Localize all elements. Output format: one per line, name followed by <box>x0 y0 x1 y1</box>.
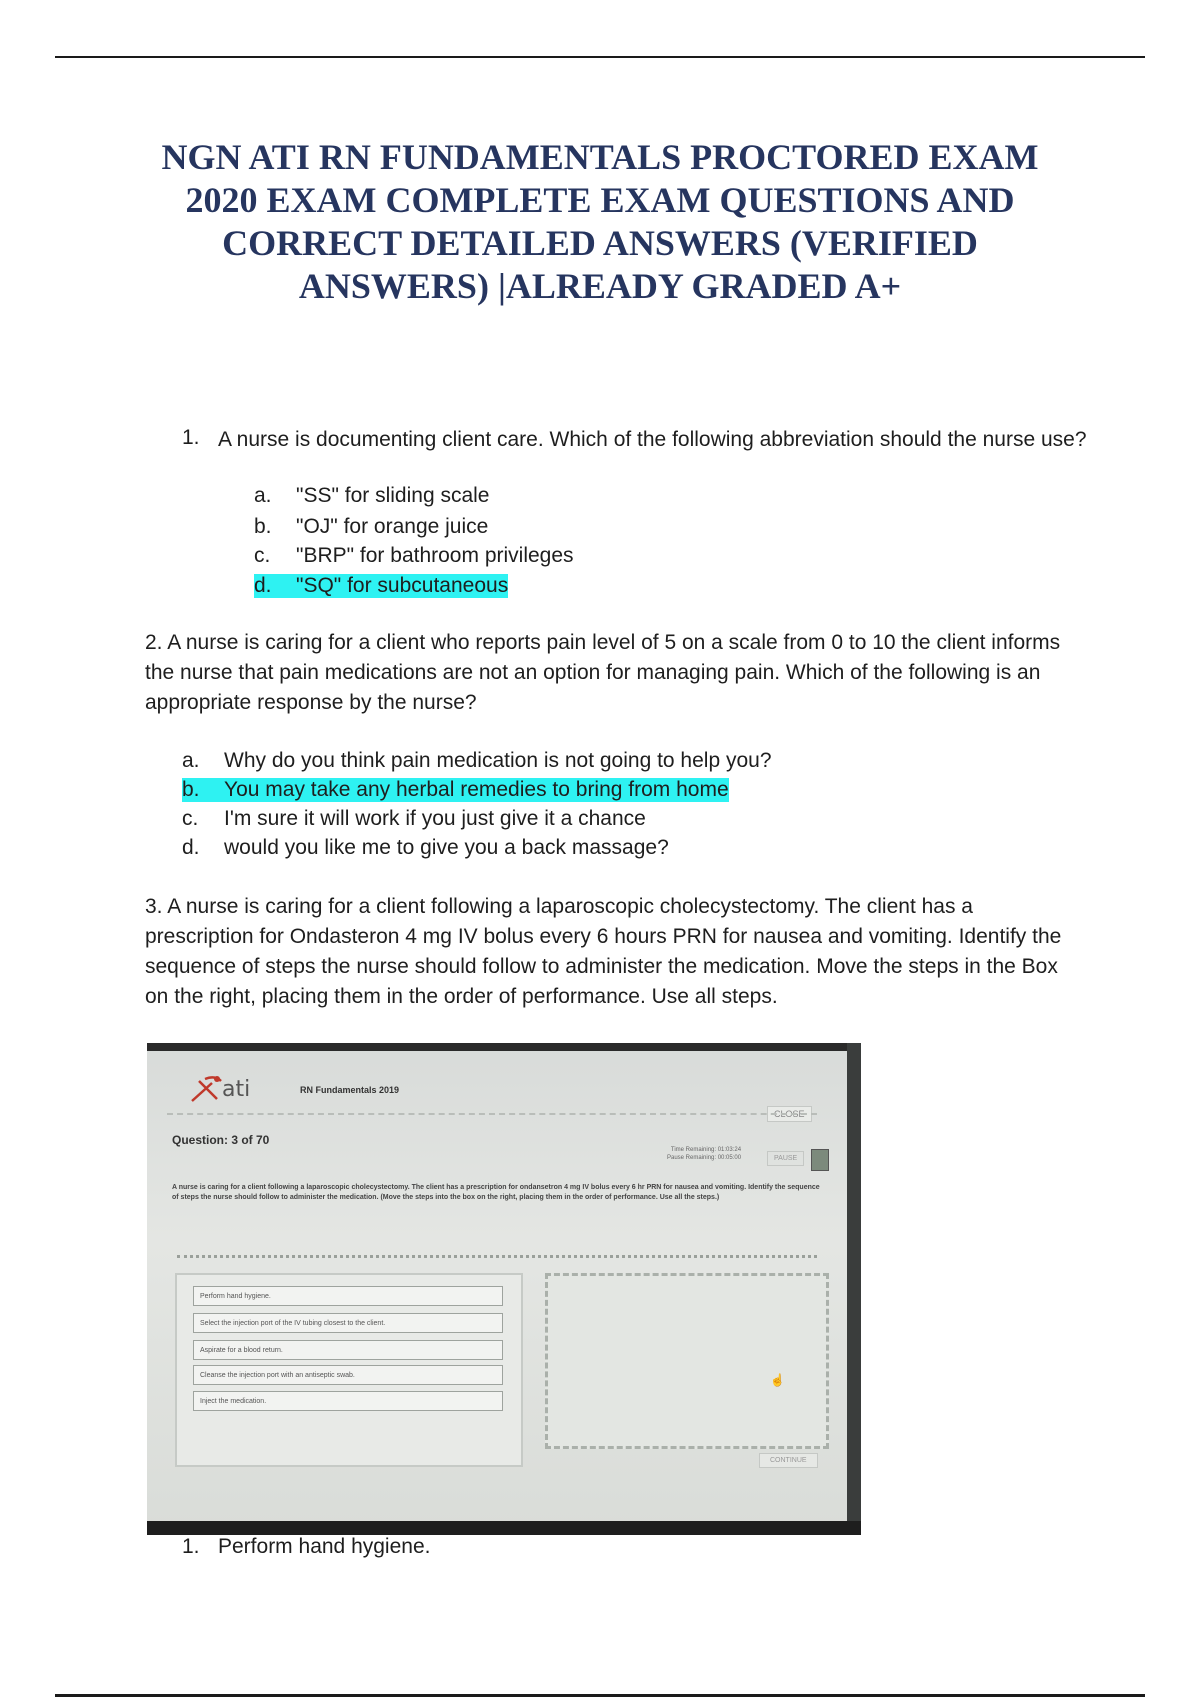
option-letter: c. <box>254 544 271 567</box>
timer-readout <box>667 1146 741 1162</box>
question-stem: A nurse is documenting client care. Which of the following abbreviation should the nurse use? <box>218 428 1087 451</box>
hand-cursor-icon: ☝ <box>770 1373 785 1387</box>
exam-question-text: A nurse is caring for a client following a laparoscopic cholecystectomy. The client has a prescription for ondansetron 4 mg IV bolus every 6 hr PRN for nausea and vomiting. Identify the sequence of steps the nurse should follow to administer the medication. (Move the steps into the box on the right, placing them in the order of performance. Use all the steps.) <box>172 1184 820 1201</box>
draggable-step[interactable]: Perform hand hygiene. <box>193 1286 503 1306</box>
option-text: I'm sure it will work if you just give it a chance <box>224 807 646 830</box>
option-letter: d. <box>254 574 272 597</box>
dotted-divider <box>177 1255 817 1258</box>
draggable-step[interactable]: Aspirate for a blood return. <box>193 1340 503 1360</box>
option-text: would you like me to give you a back massage? <box>224 836 669 859</box>
option-letter: b. <box>182 778 200 801</box>
option-text: "BRP" for bathroom privileges <box>296 544 574 567</box>
option-text: "SS" for sliding scale <box>296 484 490 507</box>
option-letter: d. <box>182 836 200 859</box>
ati-logo-text: ati <box>222 1077 251 1102</box>
option-letter: b. <box>254 515 272 538</box>
monitor-bezel <box>147 1043 861 1051</box>
pause-button[interactable]: PAUSE <box>767 1151 804 1166</box>
pause-remaining: Pause Remaining: 00:05:00 <box>667 1155 742 1161</box>
option-a <box>182 749 772 773</box>
option-a <box>254 484 490 508</box>
header-divider <box>167 1113 817 1115</box>
draggable-step[interactable]: Select the injection port of the IV tubing closest to the client. <box>193 1313 503 1333</box>
close-button[interactable]: CLOSE <box>767 1106 812 1122</box>
question-2-stem: 2. A nurse is caring for a client who reports pain level of 5 on a scale from 0 to 10 the client informs the nurse that pain medications are not an option for managing pain. Which of the following is an appropriate response by the nurse? <box>145 631 1061 714</box>
option-text: "OJ" for orange juice <box>296 515 489 538</box>
top-rule <box>55 56 1145 58</box>
answer-step-1 <box>182 1535 430 1559</box>
answer-text: Perform hand hygiene. <box>218 1535 431 1558</box>
option-c <box>254 544 574 568</box>
monitor-bezel-right <box>847 1043 861 1535</box>
course-name: RN Fundamentals 2019 <box>300 1085 400 1095</box>
option-d <box>182 836 669 860</box>
question-number: 1. <box>182 426 200 449</box>
option-text: You may take any herbal remedies to bring from home <box>224 778 729 801</box>
document-title: NGN ATI RN FUNDAMENTALS PROCTORED EXAM 2020 EXAM COMPLETE EXAM QUESTIONS AND CORRECT DETAILED ANSWERS (VERIFIED ANSWERS) |ALREADY GRADED A+ <box>161 137 1039 306</box>
option-d-correct-highlight <box>254 574 508 598</box>
option-text: "SQ" for subcutaneous <box>296 574 509 597</box>
calculator-icon[interactable] <box>811 1149 829 1171</box>
drop-target-box[interactable] <box>545 1273 829 1449</box>
option-letter: a. <box>182 749 200 772</box>
draggable-step[interactable]: Inject the medication. <box>193 1391 503 1411</box>
time-remaining: Time Remaining: 01:03:24 <box>670 1147 742 1153</box>
option-b-correct-highlight <box>182 778 729 802</box>
option-b <box>254 515 488 539</box>
option-text: Why do you think pain medication is not going to help you? <box>224 749 772 772</box>
draggable-step[interactable]: Cleanse the injection port with an antiseptic swab. <box>193 1365 503 1385</box>
option-letter: c. <box>182 807 199 830</box>
question-3-stem: 3. A nurse is caring for a client following a laparoscopic cholecystectomy. The client has a prescription for Ondasteron 4 mg IV bolus every 6 hours PRN for nausea and vomiting. Identify the sequence of steps the nurse should follow to administer the medication. Move the steps in the Box on the right, placing them in the order of performance. Use all steps. <box>145 895 1062 1008</box>
question-counter: Question: 3 of 70 <box>172 1133 270 1147</box>
bottom-rule <box>55 1694 1145 1697</box>
option-letter: a. <box>254 484 272 507</box>
option-c <box>182 807 646 831</box>
answer-number: 1. <box>182 1535 200 1558</box>
continue-button[interactable]: CONTINUE <box>759 1453 818 1468</box>
exam-screen-photo <box>147 1043 861 1535</box>
monitor-bezel-bottom <box>147 1521 861 1535</box>
